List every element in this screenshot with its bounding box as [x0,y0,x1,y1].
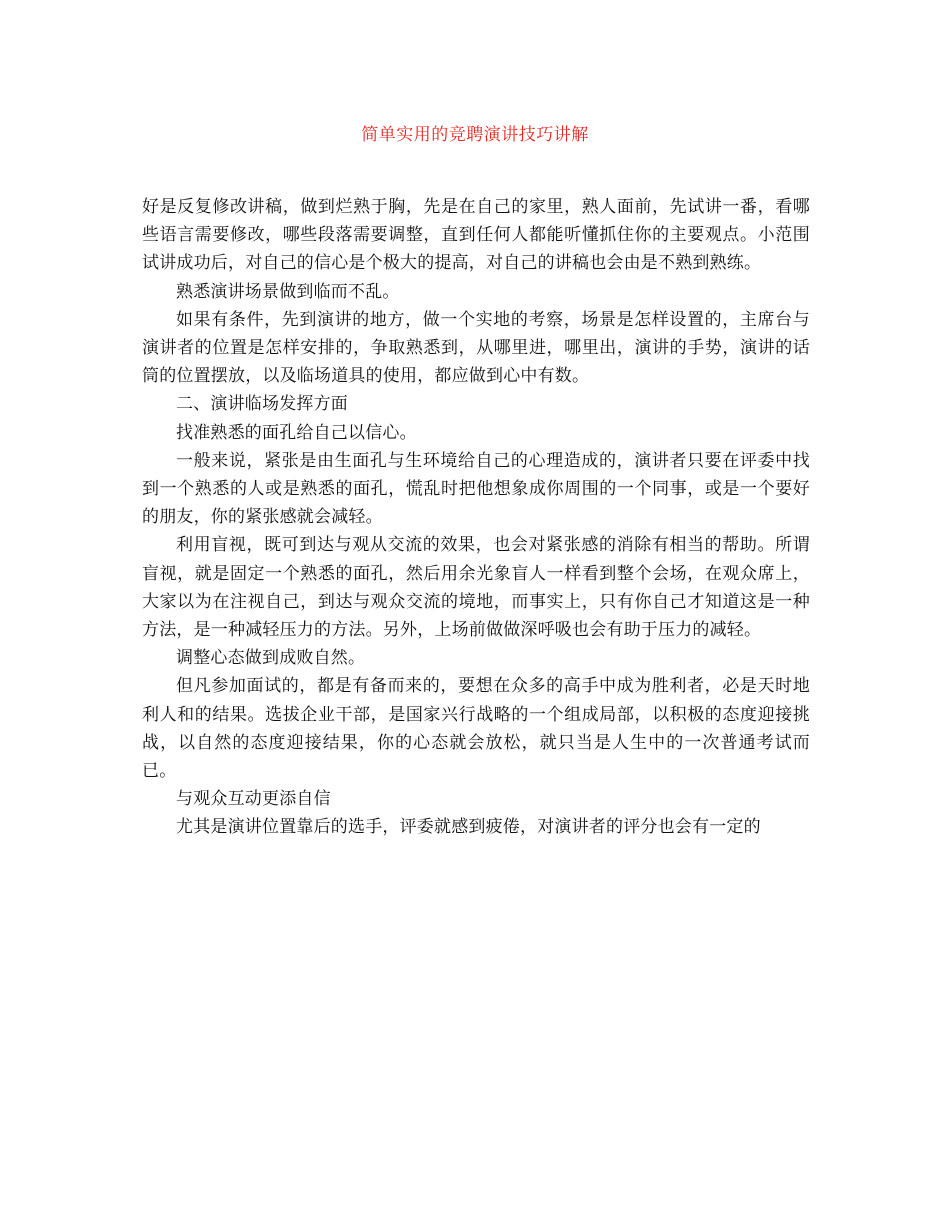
section-heading: 与观众互动更添自信 [176,789,331,810]
paragraph: 尤其是演讲位置靠后的选手，评委就感到疲倦，对演讲者的评分也会有一定的 [176,817,761,838]
paragraph: 一般来说，紧张是由生面孔与生环境给自己的心理造成的，演讲者只要在评委中找到一个熟悉的人或是熟悉的面孔，慌乱时把他想象成你周围的一个同事，或是一个要好的朋友，你的紧张感就会减轻。 [142,450,810,528]
section-heading: 熟悉演讲场景做到临而不乱。 [176,281,400,302]
document-body [142,193,810,842]
paragraph: 但凡参加面试的，都是有备而来的，要想在众多的高手中成为胜利者，必是天时地利人和的结果。选拔企业干部，是国家兴行战略的一个组成局部，以积极的态度迎接挑战，以自然的态度迎接结果，你的心态就会放松，就只当是人生中的一次普通考试而已。 [142,676,810,782]
paragraph: 如果有条件，先到演讲的地方，做一个实地的考察，场景是怎样设置的，主席台与演讲者的位置是怎样安排的，争取熟悉到，从哪里进，哪里出，演讲的手势，演讲的话筒的位置摆放，以及临场道具的使用，都应做到心中有数。 [142,309,810,387]
section-heading: 找准熟悉的面孔给自己以信心。 [176,422,417,443]
section-heading: 二、演讲临场发挥方面 [176,394,348,415]
paragraph: 利用盲视，既可到达与观从交流的效果，也会对紧张感的消除有相当的帮助。所谓盲视，就是固定一个熟悉的面孔，然后用余光象盲人一样看到整个会场，在观众席上，大家以为在注视自己，到达与观众交流的境地，而事实上，只有你自己才知道这是一种方法，是一种减轻压力的方法。另外，上场前做做深呼吸也会有助于压力的减轻。 [142,535,810,641]
paragraph: 好是反复修改讲稿，做到烂熟于胸，先是在自己的家里，熟人面前，先试讲一番，看哪些语言需要修改，哪些段落需要调整，直到任何人都能听懂抓住你的主要观点。小范围试讲成功后，对自己的信心是个极大的提高，对自己的讲稿也会由是不熟到熟练。 [142,197,810,274]
section-heading: 调整心态做到成败自然。 [176,648,366,669]
document-title: 简单实用的竞聘演讲技巧讲解 [361,125,589,145]
